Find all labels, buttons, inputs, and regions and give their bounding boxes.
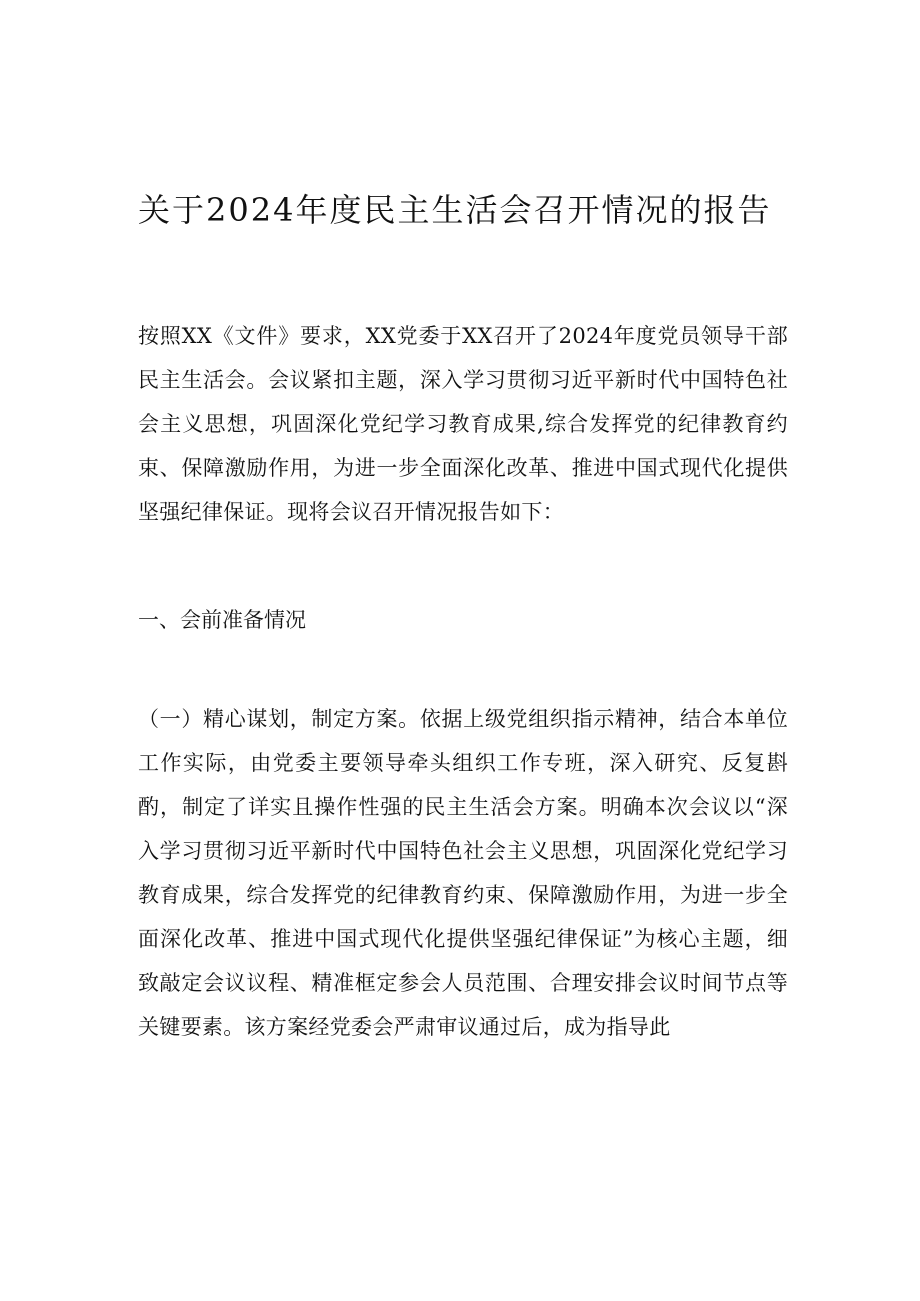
document-title: 关于2024年度民主生活会召开情况的报告 [138,191,772,229]
section-heading: 一、会前准备情况 [138,608,306,632]
intro-paragraph: 按照XX《文件》要求，XX党委于XX召开了2024年度党员领导干部民主生活会。会议紧扣主题，深入学习贯彻习近平新时代中国特色社会主义思想，巩固深化党纪学习教育成果,综合发挥党的纪律教育约束、保障激励作用，为进一步全面深化改革、推进中国式现代化提供坚强纪律保证。现将会议召开情况报告如下： [138,324,788,524]
section-paragraph: （一）精心谋划，制定方案。依据上级党组织指示精神，结合本单位工作实际，由党委主要领导牵头组织工作专班，深入研究、反复斟酌，制定了详实且操作性强的民主生活会方案。明确本次会议以“深入学习贯彻习近平新时代中国特色社会主义思想，巩固深化党纪学习教育成果，综合发挥党的纪律教育约束、保障激励作用，为进一步全面深化改革、推进中国式现代化提供坚强纪律保证”为核心主题，细致敲定会议议程、精准框定参会人员范围、合理安排会议时间节点等关键要素。该方案经党委会严肃审议通过后，成为指导此 [138,707,788,1039]
